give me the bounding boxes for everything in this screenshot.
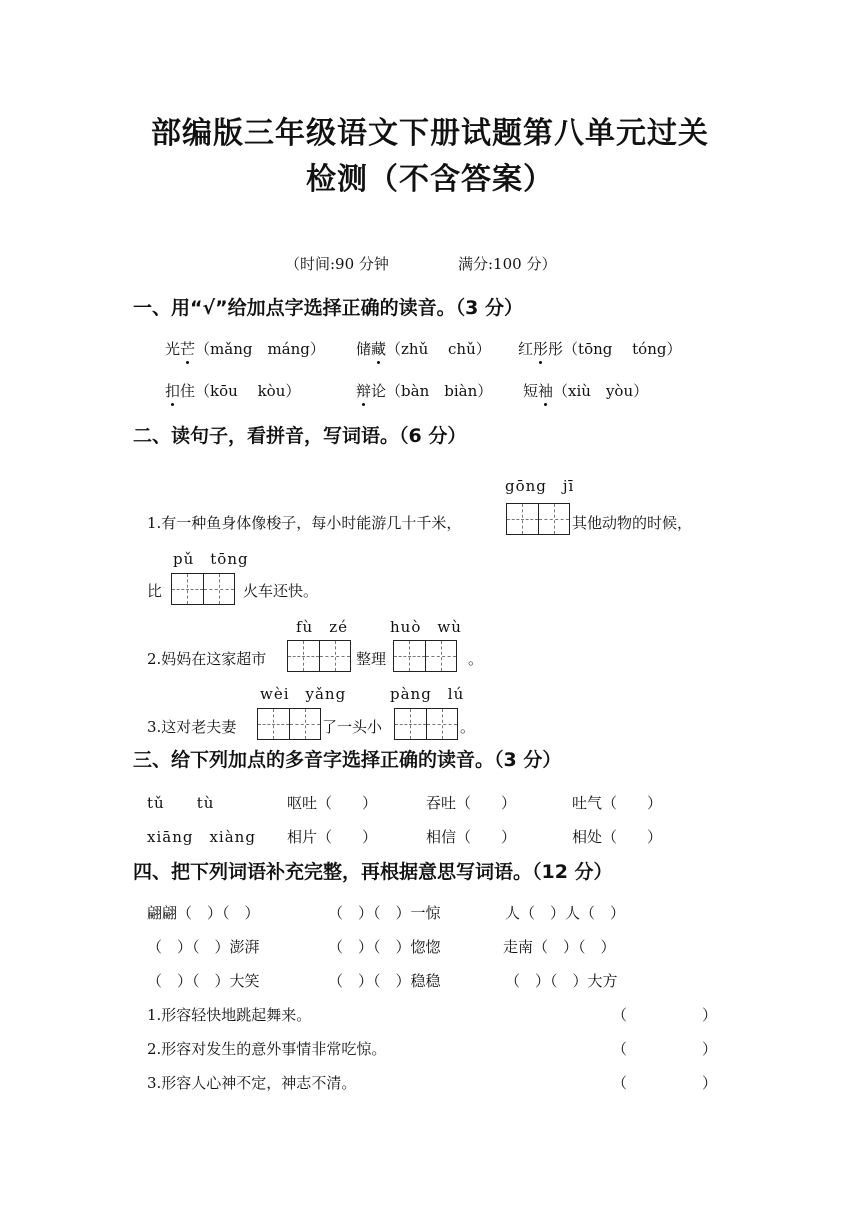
s3-row2-word-1: 相片（ ）: [287, 828, 378, 846]
s4-idiom-1-2: （ ）（ ）一惊: [328, 904, 441, 922]
writing-cell[interactable]: [426, 641, 457, 671]
s3-row2-pinyin: xiāng xiàng: [147, 828, 256, 846]
s2-q3-pinyin-1: wèi yǎng: [260, 685, 347, 703]
s2-q3-writing-grid-2[interactable]: [394, 708, 458, 740]
s1-item-2-options: （zhǔ chǔ）: [386, 340, 491, 358]
s1-item-2: [356, 338, 491, 359]
s1-item-4-options: （kōu kòu）: [195, 382, 301, 400]
s3-row1-pinyin: tǔ tù: [147, 794, 215, 812]
writing-cell[interactable]: [290, 709, 321, 739]
s1-item-4-dotted-char: 扣: [165, 382, 181, 400]
s2-q1-text-2: 其他动物的时候，: [572, 514, 693, 532]
s4-idiom-3-2: （ ）（ ）稳稳: [328, 972, 441, 990]
s4-definition-2: 2.形容对发生的意外事情非常吃惊。: [147, 1040, 387, 1058]
s4-idiom-3-3: （ ）（ ）大方: [505, 972, 618, 990]
writing-cell[interactable]: [394, 641, 426, 671]
s4-idiom-1-3: 人（ ）人（ ）: [505, 904, 626, 922]
s4-answer-2[interactable]: （ ）: [612, 1040, 718, 1058]
s1-item-6-char: 短: [523, 382, 539, 400]
s2-q3-writing-grid-1[interactable]: [257, 708, 321, 740]
s1-item-1-options: （mǎng máng）: [195, 340, 325, 358]
s4-idiom-3-1: （ ）（ ）大笑: [147, 972, 260, 990]
document-title-line2: 检测（不含答案）: [306, 162, 554, 197]
s2-q2-pinyin-2: huò wù: [390, 618, 462, 636]
writing-cell[interactable]: [258, 709, 290, 739]
s2-q2-text-2: 整理: [356, 650, 387, 668]
s1-item-2-dotted-char: 藏: [371, 340, 387, 358]
s2-q1-text-4: 火车还快。: [243, 582, 319, 600]
s1-item-4-char: 住: [180, 382, 196, 400]
s2-q1-pinyin-2: pǔ tōng: [173, 550, 249, 568]
s2-q2-writing-grid-1[interactable]: [287, 640, 351, 672]
s4-idiom-1-1: 翩翩（ ）（ ）: [147, 904, 260, 922]
exam-time: （时间:90 分钟: [285, 255, 389, 273]
section-3-heading: 三、给下列加点的多音字选择正确的读音。（3 分）: [133, 749, 562, 771]
s1-item-2-char: 储: [356, 340, 372, 358]
s4-idiom-2-2: （ ）（ ）惚惚: [328, 938, 441, 956]
s2-q3-text-1: 3.这对老夫妻: [147, 718, 237, 736]
s2-q3-pinyin-2: pàng lú: [390, 685, 465, 703]
section-2-heading: 二、读句子，看拼音，写词语。（6 分）: [133, 425, 467, 447]
s1-item-4: [165, 380, 300, 401]
s3-row2-word-2: 相信（ ）: [426, 828, 517, 846]
s4-definition-3: 3.形容人心神不定，神志不清。: [147, 1074, 357, 1092]
section-1-heading: 一、用“√”给加点字选择正确的读音。（3 分）: [133, 297, 523, 319]
s2-q2-text-1: 2.妈妈在这家超市: [147, 650, 267, 668]
s4-answer-3[interactable]: （ ）: [612, 1074, 718, 1092]
s2-q2-pinyin-1: fù zé: [296, 618, 348, 636]
s1-item-1-dotted-char: 芒: [180, 340, 196, 358]
s2-q2-writing-grid-2[interactable]: [393, 640, 457, 672]
s1-item-6-dotted-char: 袖: [538, 382, 554, 400]
s1-item-5-options: （bàn biàn）: [386, 382, 493, 400]
s2-q1-writing-grid-2[interactable]: [171, 573, 235, 605]
s1-item-3-dotted-char: 彤: [533, 340, 549, 358]
s1-item-6-options: （xiù yòu）: [553, 382, 649, 400]
exam-full-score: 满分:100 分）: [458, 255, 557, 273]
s2-q3-text-3: 。: [460, 718, 476, 736]
s1-item-1-char: 光: [165, 340, 181, 358]
s3-row1-word-1: 呕吐（ ）: [287, 794, 378, 812]
writing-cell[interactable]: [172, 574, 204, 604]
section-4-heading: 四、把下列词语补充完整，再根据意思写词语。（12 分）: [133, 861, 613, 883]
s3-row1-word-2: 吞吐（ ）: [426, 794, 517, 812]
s1-item-6: [523, 380, 648, 401]
s1-item-5: [356, 380, 492, 401]
s4-answer-1[interactable]: （ ）: [612, 1006, 718, 1024]
writing-cell[interactable]: [427, 709, 458, 739]
s3-row1-word-3: 吐气（ ）: [572, 794, 663, 812]
writing-cell[interactable]: [507, 504, 539, 534]
s1-item-3: [518, 338, 681, 359]
s4-idiom-2-1: （ ）（ ）澎湃: [147, 938, 260, 956]
writing-cell[interactable]: [539, 504, 570, 534]
writing-cell[interactable]: [395, 709, 427, 739]
s2-q1-writing-grid-1[interactable]: [506, 503, 570, 535]
s2-q1-text-3: 比: [147, 582, 163, 600]
s1-item-3-char2: 彤: [548, 340, 564, 358]
s1-item-1: [165, 338, 325, 359]
writing-cell[interactable]: [204, 574, 235, 604]
document-title-line1: 部编版三年级语文下册试题第八单元过关: [151, 116, 709, 151]
s4-definition-1: 1.形容轻快地跳起舞来。: [147, 1006, 312, 1024]
s2-q1-text-1: 1.有一种鱼身体像梭子，每小时能游几十千米，: [147, 514, 462, 532]
s2-q1-pinyin-1: gōng jī: [505, 477, 575, 495]
s1-item-5-dotted-char: 辩: [356, 382, 372, 400]
s1-item-5-char: 论: [371, 382, 387, 400]
s1-item-3-options: （tōng tóng）: [563, 340, 682, 358]
s2-q3-text-2: 了一头小: [322, 718, 383, 736]
writing-cell[interactable]: [320, 641, 351, 671]
writing-cell[interactable]: [288, 641, 320, 671]
s1-item-3-char: 红: [518, 340, 534, 358]
s3-row2-word-3: 相处（ ）: [572, 828, 663, 846]
s2-q2-text-3: 。: [468, 650, 484, 668]
s4-idiom-2-3: 走南（ ）（ ）: [503, 938, 616, 956]
